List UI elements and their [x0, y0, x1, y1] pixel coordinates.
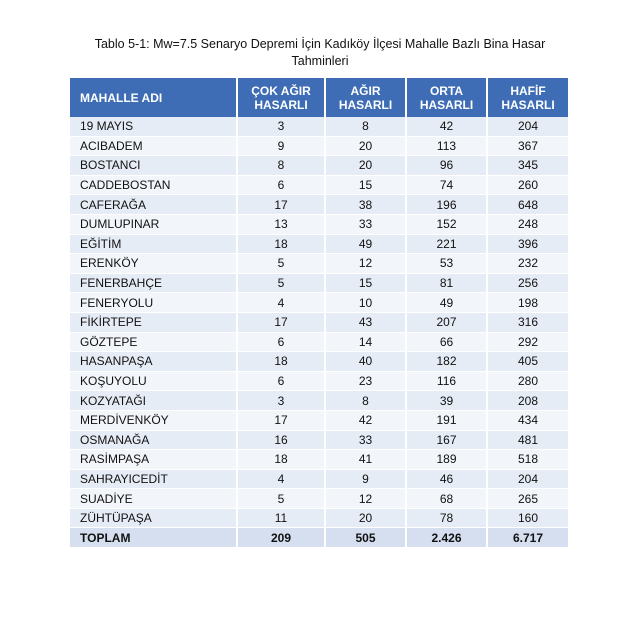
header-text: ORTA: [429, 83, 464, 98]
header-moderate-damage: [406, 78, 487, 117]
table-row: [70, 352, 568, 372]
cell-heavy-damage: 12: [325, 254, 406, 274]
caption-line-2: Tahminleri: [291, 54, 349, 68]
cell-light-damage: 204: [487, 117, 568, 136]
header-light-damage: [487, 78, 568, 117]
table-row: [70, 195, 568, 215]
cell-light-damage: 198: [487, 293, 568, 313]
cell-district: BOSTANCI: [70, 156, 237, 176]
cell-light-damage: 232: [487, 254, 568, 274]
cell-light-damage: 518: [487, 450, 568, 470]
cell-moderate-damage: 2.426: [406, 528, 487, 548]
cell-heavy-damage: 20: [325, 508, 406, 528]
cell-very-heavy-damage: 6: [237, 332, 325, 352]
cell-moderate-damage: 182: [406, 352, 487, 372]
cell-district: GÖZTEPE: [70, 332, 237, 352]
cell-moderate-damage: 39: [406, 391, 487, 411]
header-text: HASARLI: [254, 97, 308, 112]
cell-light-damage: 256: [487, 273, 568, 293]
cell-heavy-damage: 38: [325, 195, 406, 215]
cell-light-damage: 345: [487, 156, 568, 176]
cell-heavy-damage: 49: [325, 234, 406, 254]
cell-heavy-damage: 41: [325, 450, 406, 470]
cell-moderate-damage: 96: [406, 156, 487, 176]
cell-very-heavy-damage: 18: [237, 450, 325, 470]
table-row: [70, 254, 568, 274]
cell-very-heavy-damage: 5: [237, 273, 325, 293]
damage-estimate-table: [70, 78, 568, 548]
table-row: [70, 469, 568, 489]
cell-district: HASANPAŞA: [70, 352, 237, 372]
cell-moderate-damage: 81: [406, 273, 487, 293]
table-row: [70, 332, 568, 352]
cell-district: KOŞUYOLU: [70, 371, 237, 391]
header-very-heavy-damage: [237, 78, 325, 117]
cell-moderate-damage: 221: [406, 234, 487, 254]
cell-district: 19 MAYIS: [70, 117, 237, 136]
cell-district: FENERYOLU: [70, 293, 237, 313]
table-row: [70, 312, 568, 332]
table-row: [70, 175, 568, 195]
cell-very-heavy-damage: 5: [237, 489, 325, 509]
cell-district: ACIBADEM: [70, 136, 237, 156]
table-caption: [70, 36, 570, 70]
cell-very-heavy-damage: 8: [237, 156, 325, 176]
cell-light-damage: 6.717: [487, 528, 568, 548]
table-row: [70, 410, 568, 430]
table-row: [70, 214, 568, 234]
cell-moderate-damage: 68: [406, 489, 487, 509]
cell-light-damage: 280: [487, 371, 568, 391]
table-row: [70, 293, 568, 313]
cell-light-damage: 208: [487, 391, 568, 411]
cell-moderate-damage: 191: [406, 410, 487, 430]
cell-moderate-damage: 207: [406, 312, 487, 332]
cell-very-heavy-damage: 18: [237, 234, 325, 254]
cell-very-heavy-damage: 4: [237, 293, 325, 313]
cell-very-heavy-damage: 4: [237, 469, 325, 489]
table-row: [70, 391, 568, 411]
header-text: MAHALLE ADI: [80, 90, 163, 105]
header-text: HAFİF: [510, 83, 546, 98]
cell-heavy-damage: 20: [325, 136, 406, 156]
header-heavy-damage: [325, 78, 406, 117]
cell-light-damage: 160: [487, 508, 568, 528]
cell-district: ERENKÖY: [70, 254, 237, 274]
cell-district: RASİMPAŞA: [70, 450, 237, 470]
cell-heavy-damage: 9: [325, 469, 406, 489]
header-text: HASARLI: [338, 97, 393, 112]
cell-moderate-damage: 167: [406, 430, 487, 450]
total-row: [70, 528, 568, 548]
cell-moderate-damage: 46: [406, 469, 487, 489]
cell-moderate-damage: 189: [406, 450, 487, 470]
cell-light-damage: 260: [487, 175, 568, 195]
table-row: [70, 156, 568, 176]
cell-district: FENERBAHÇE: [70, 273, 237, 293]
cell-very-heavy-damage: 9: [237, 136, 325, 156]
cell-very-heavy-damage: 17: [237, 410, 325, 430]
cell-light-damage: 434: [487, 410, 568, 430]
cell-very-heavy-damage: 13: [237, 214, 325, 234]
table-row: [70, 450, 568, 470]
cell-heavy-damage: 23: [325, 371, 406, 391]
cell-heavy-damage: 33: [325, 214, 406, 234]
table-row: [70, 273, 568, 293]
header-text: HASARLI: [419, 97, 474, 112]
table-row: [70, 234, 568, 254]
cell-very-heavy-damage: 6: [237, 371, 325, 391]
cell-very-heavy-damage: 11: [237, 508, 325, 528]
cell-district: SUADİYE: [70, 489, 237, 509]
cell-district: ZÜHTÜPAŞA: [70, 508, 237, 528]
cell-district: KOZYATAĞI: [70, 391, 237, 411]
header-text: AĞIR: [350, 83, 381, 98]
cell-moderate-damage: 42: [406, 117, 487, 136]
cell-very-heavy-damage: 18: [237, 352, 325, 372]
cell-moderate-damage: 78: [406, 508, 487, 528]
table-row: [70, 430, 568, 450]
table-row: [70, 371, 568, 391]
table-header: [70, 78, 568, 117]
cell-light-damage: 396: [487, 234, 568, 254]
cell-heavy-damage: 10: [325, 293, 406, 313]
cell-moderate-damage: 74: [406, 175, 487, 195]
cell-heavy-damage: 43: [325, 312, 406, 332]
cell-moderate-damage: 66: [406, 332, 487, 352]
table-row: [70, 508, 568, 528]
cell-light-damage: 367: [487, 136, 568, 156]
cell-district: FİKİRTEPE: [70, 312, 237, 332]
cell-light-damage: 405: [487, 352, 568, 372]
cell-district: CADDEBOSTAN: [70, 175, 237, 195]
cell-heavy-damage: 12: [325, 489, 406, 509]
cell-heavy-damage: 8: [325, 391, 406, 411]
header-text: HASARLI: [501, 97, 555, 112]
table-row: [70, 117, 568, 136]
header-district: [70, 78, 237, 117]
cell-district: DUMLUPINAR: [70, 214, 237, 234]
cell-light-damage: 316: [487, 312, 568, 332]
cell-very-heavy-damage: 17: [237, 195, 325, 215]
cell-light-damage: 292: [487, 332, 568, 352]
cell-very-heavy-damage: 6: [237, 175, 325, 195]
cell-heavy-damage: 20: [325, 156, 406, 176]
cell-heavy-damage: 42: [325, 410, 406, 430]
cell-light-damage: 481: [487, 430, 568, 450]
cell-light-damage: 648: [487, 195, 568, 215]
table-body: [70, 117, 568, 548]
header-row: [70, 78, 568, 117]
header-text: ÇOK AĞIR: [251, 83, 311, 98]
cell-district: CAFERAĞA: [70, 195, 237, 215]
cell-very-heavy-damage: 3: [237, 117, 325, 136]
cell-very-heavy-damage: 17: [237, 312, 325, 332]
cell-moderate-damage: 113: [406, 136, 487, 156]
cell-heavy-damage: 15: [325, 175, 406, 195]
cell-moderate-damage: 152: [406, 214, 487, 234]
cell-district: MERDİVENKÖY: [70, 410, 237, 430]
cell-light-damage: 204: [487, 469, 568, 489]
table-row: [70, 489, 568, 509]
cell-very-heavy-damage: 5: [237, 254, 325, 274]
cell-moderate-damage: 49: [406, 293, 487, 313]
table-row: [70, 136, 568, 156]
cell-moderate-damage: 53: [406, 254, 487, 274]
cell-very-heavy-damage: 3: [237, 391, 325, 411]
cell-heavy-damage: 8: [325, 117, 406, 136]
cell-heavy-damage: 15: [325, 273, 406, 293]
cell-very-heavy-damage: 16: [237, 430, 325, 450]
cell-moderate-damage: 116: [406, 371, 487, 391]
cell-heavy-damage: 40: [325, 352, 406, 372]
cell-moderate-damage: 196: [406, 195, 487, 215]
cell-district: OSMANAĞA: [70, 430, 237, 450]
cell-district: SAHRAYICEDİT: [70, 469, 237, 489]
cell-light-damage: 248: [487, 214, 568, 234]
cell-heavy-damage: 14: [325, 332, 406, 352]
cell-district: EĞİTİM: [70, 234, 237, 254]
cell-light-damage: 265: [487, 489, 568, 509]
cell-very-heavy-damage: 209: [237, 528, 325, 548]
cell-heavy-damage: 33: [325, 430, 406, 450]
cell-heavy-damage: 505: [325, 528, 406, 548]
cell-district: TOPLAM: [70, 528, 237, 548]
caption-line-1: Tablo 5-1: Mw=7.5 Senaryo Depremi İçin Kadıköy İlçesi Mahalle Bazlı Bina Hasar: [94, 37, 546, 51]
